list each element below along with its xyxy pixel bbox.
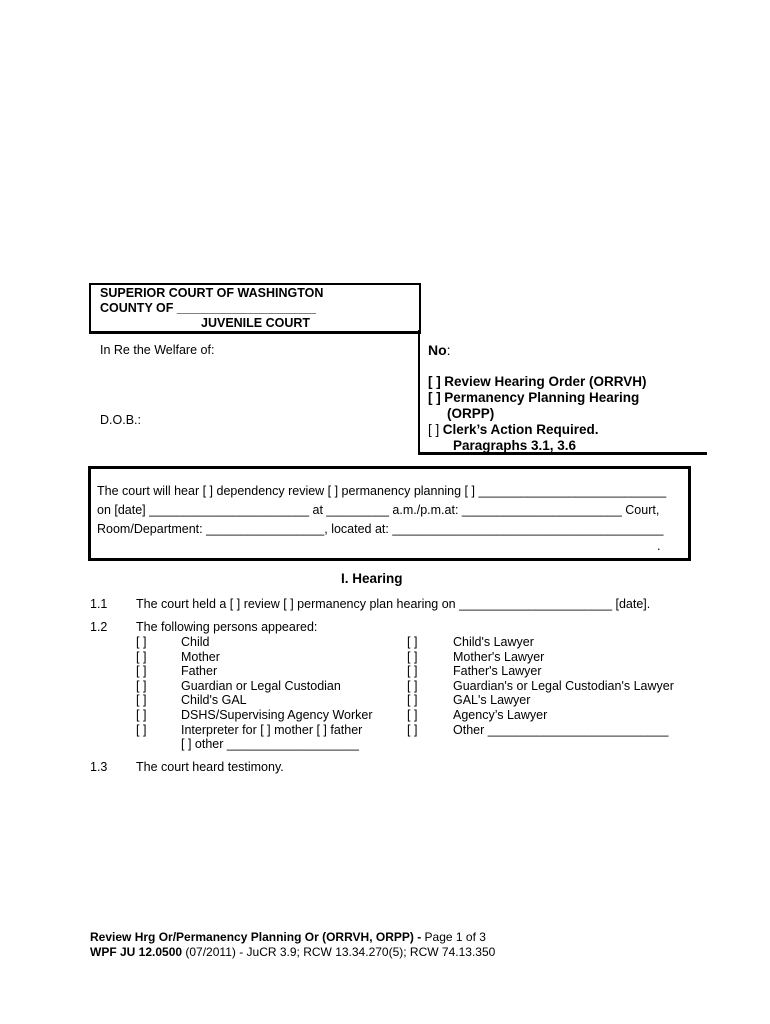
notice-line-1[interactable]: The court will hear [ ] dependency review [ ] permanency planning [ ] ___________________________	[97, 484, 667, 498]
page-number: Page 1 of 3	[424, 930, 486, 944]
clerks-action-paragraphs: Paragraphs 3.1, 3.6	[453, 438, 577, 453]
hearing-notice-box	[88, 466, 691, 561]
option-label: Clerk’s Action Required.	[442, 422, 599, 437]
checkbox[interactable]: [ ]	[428, 390, 441, 405]
notice-line-2[interactable]: on [date] _______________________ at _________ a.m./p.m.at: _______________________ Court,	[97, 503, 660, 517]
person-label: Mother	[181, 649, 220, 664]
checkbox[interactable]: [ ]	[407, 649, 418, 664]
case-number-label: No:	[428, 342, 451, 358]
hearing-held-text[interactable]: The court held a [ ] review [ ] permanency plan hearing on ______________________ [date].	[136, 597, 651, 611]
option-label-continued: (ORPP)	[447, 406, 495, 421]
juvenile-court-label: JUVENILE COURT	[201, 316, 311, 330]
checkbox[interactable]: [ ]	[428, 374, 441, 389]
option-label: Permanency Planning Hearing	[444, 390, 640, 405]
order-type-option-orrvh[interactable]	[428, 374, 647, 389]
checkbox[interactable]: [ ]	[136, 708, 147, 722]
checkbox[interactable]: [ ]	[407, 664, 418, 679]
persons-appeared-intro: The following persons appeared:	[136, 620, 318, 634]
caption-divider	[418, 330, 420, 455]
person-label: Guardian or Legal Custodian	[181, 678, 341, 693]
clerks-action-option[interactable]	[428, 422, 599, 437]
section-heading: I. Hearing	[341, 571, 403, 586]
person-label: DSHS/Supervising Agency Worker	[181, 708, 373, 722]
option-label: Review Hearing Order (ORRVH)	[444, 374, 647, 389]
lawyer-label: Mother's Lawyer	[453, 649, 545, 664]
paragraph-number: 1.2	[90, 620, 108, 634]
notice-line-4: .	[657, 539, 661, 553]
person-label: Child's GAL	[181, 693, 247, 708]
checkbox[interactable]: [ ]	[136, 635, 147, 649]
person-label: Interpreter for [ ] mother [ ] father	[181, 722, 363, 737]
testimony-text: The court heard testimony.	[136, 760, 284, 774]
notice-line-3[interactable]: Room/Department: _________________, located at: _______________________________________	[97, 522, 664, 536]
lawyer-label: Guardian's or Legal Custodian's Lawyer	[453, 678, 674, 693]
lawyer-label: GAL's Lawyer	[453, 693, 531, 708]
checkbox[interactable]: [ ]	[136, 649, 147, 664]
checkbox[interactable]: [ ]	[407, 722, 418, 737]
checkbox[interactable]: [ ]	[136, 664, 147, 679]
checkbox[interactable]: [ ]	[136, 722, 147, 737]
court-caption-box	[89, 283, 421, 334]
lawyer-label: Other __________________________	[453, 722, 669, 737]
lawyer-label: Father's Lawyer	[453, 664, 542, 679]
checkbox[interactable]: [ ]	[136, 693, 147, 708]
checkbox[interactable]: [ ]	[407, 635, 418, 649]
footer-title: Review Hrg Or/Permanency Planning Or (ORRVH, ORPP) - Page 1 of 3	[90, 930, 486, 944]
paragraph-number: 1.1	[90, 597, 108, 611]
checkbox[interactable]: [ ]	[407, 708, 418, 722]
checkbox[interactable]: [ ]	[136, 678, 147, 693]
person-label: Child	[181, 635, 210, 649]
in-re-label: In Re the Welfare of:	[100, 343, 215, 357]
order-type-option-orpp[interactable]	[428, 390, 639, 405]
lawyer-label: Child's Lawyer	[453, 635, 534, 649]
dob-label: D.O.B.:	[100, 413, 141, 427]
person-label: Father	[181, 664, 218, 679]
checkbox[interactable]: [ ]	[407, 693, 418, 708]
county-field[interactable]: COUNTY OF ____________________	[100, 301, 316, 315]
lawyer-label: Agency’s Lawyer	[453, 708, 548, 722]
person-label: [ ] other ___________________	[181, 737, 359, 752]
checkbox[interactable]: [ ]	[428, 422, 440, 437]
footer-form-id: WPF JU 12.0500 (07/2011) - JuCR 3.9; RCW 13.34.270(5); RCW 74.13.350	[90, 945, 496, 959]
paragraph-number: 1.3	[90, 760, 108, 774]
court-name: SUPERIOR COURT OF WASHINGTON	[100, 286, 324, 300]
checkbox[interactable]: [ ]	[407, 678, 418, 693]
